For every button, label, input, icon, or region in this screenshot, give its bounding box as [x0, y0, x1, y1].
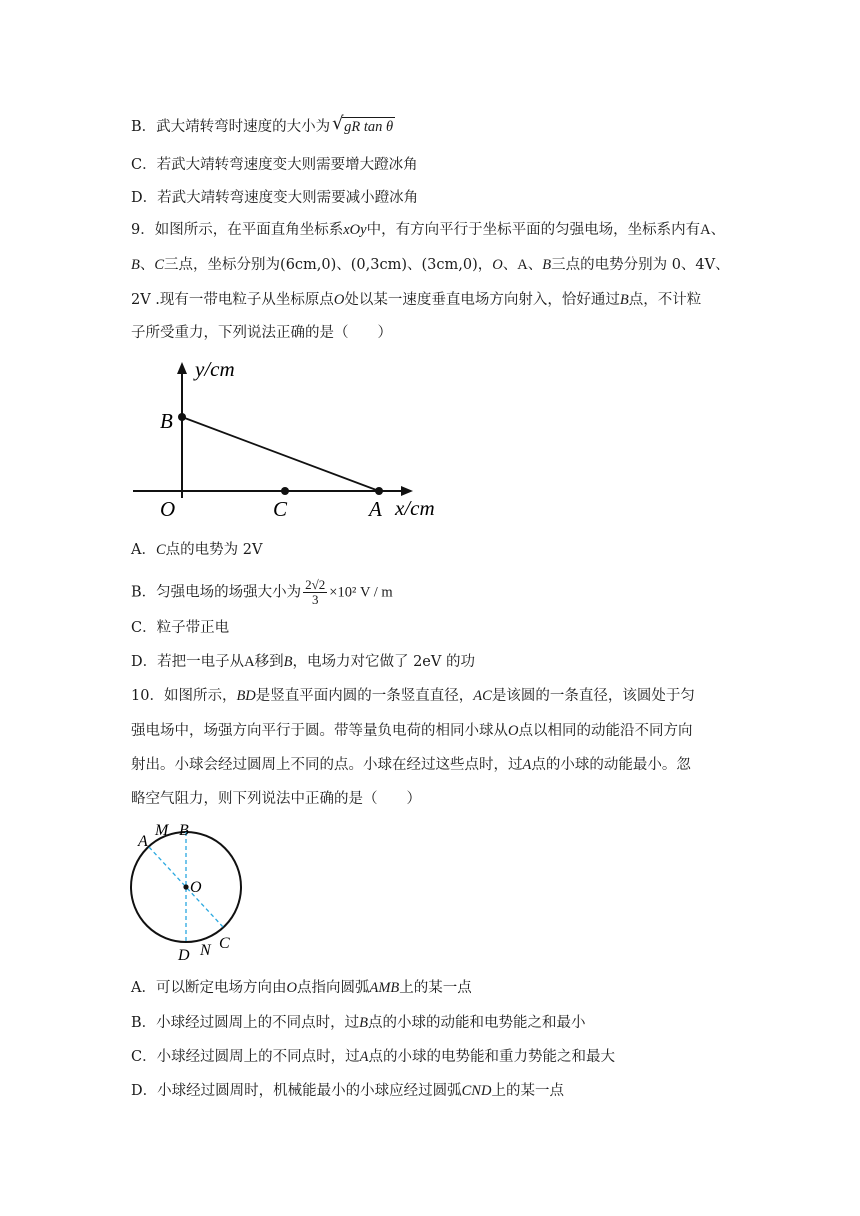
q9-coordinate-figure — [125, 358, 445, 528]
text: 点的小球的动能最小。忽 — [531, 757, 691, 773]
text: A．可以断定电场方向由 — [131, 980, 287, 996]
var-b: B — [619, 292, 629, 308]
var-bd: BD — [236, 688, 256, 704]
x-axis-arrow — [401, 486, 413, 496]
var-o: O — [492, 257, 503, 273]
text: ×10² V / m — [329, 584, 393, 601]
y-axis-label: y/cm — [195, 358, 235, 381]
var-a: A — [522, 757, 532, 773]
q8-option-c: C．若武大靖转弯速度变大则需要增大蹬冰角 — [131, 157, 418, 173]
text: 9．如图所示，在平面直角坐标系 — [131, 222, 344, 238]
var-o: O — [286, 980, 297, 996]
label-a: A — [369, 497, 382, 521]
text: C．小球经过圆周上的不同点时，过 — [131, 1049, 360, 1065]
text: 上的某一点 — [491, 1083, 564, 1099]
q9-stem-line-2 — [131, 255, 730, 275]
point-a — [375, 487, 383, 495]
var-a: A — [700, 222, 711, 238]
text: 三点的电势分别为 0、4V、 — [551, 257, 730, 273]
q9-option-b — [131, 578, 393, 607]
text: B．小球经过圆周上的不同点时，过 — [131, 1015, 360, 1031]
var-c: C — [155, 542, 166, 558]
text: D．小球经过圆周时，机械能最小的小球应经过圆弧 — [131, 1083, 462, 1099]
q9-option-c: C．粒子带正电 — [131, 620, 230, 636]
q10-stem-line-3 — [131, 755, 691, 775]
q10-option-a — [131, 978, 472, 998]
q9-option-d — [131, 652, 475, 672]
text: D．若把一电子从 — [131, 654, 245, 670]
segment-ba — [182, 417, 379, 491]
fraction-denominator: 3 — [311, 592, 319, 607]
text: 中，有方向平行于坐标平面的匀强电场，坐标系内有 — [366, 222, 701, 238]
var-xoy: xOy — [343, 222, 367, 238]
text: 是该圆的一条直径，该圆处于匀 — [491, 688, 695, 704]
label-o: O — [160, 497, 176, 521]
label-c: C — [219, 935, 230, 952]
q9-stem-line-1 — [131, 220, 725, 240]
label-b: B — [179, 822, 189, 839]
q10-option-b — [131, 1013, 586, 1033]
text: 点的小球的动能和电势能之和最小 — [368, 1015, 586, 1031]
var-b: B — [542, 257, 552, 273]
q10-stem-line-2 — [131, 721, 692, 741]
var-o: O — [333, 292, 345, 308]
text: 上的某一点 — [399, 980, 472, 996]
sqrt-radicand: gR tan θ — [344, 119, 394, 135]
text: 、 — [139, 257, 155, 273]
text: 点以相同的动能沿不同方向 — [518, 723, 693, 739]
q10-circle-figure — [125, 820, 265, 965]
label-c: C — [273, 497, 288, 521]
fraction-numerator: 2√2 — [305, 577, 326, 592]
var-b: B — [283, 654, 293, 670]
q10-stem-line-4: 略空气阻力，则下列说法中正确的是（ ） — [131, 791, 421, 807]
text: 移到 — [254, 654, 284, 670]
var-ac: AC — [473, 688, 492, 704]
text: 三点，坐标分别为(6cm,0)、(0,3cm)、(3cm,0)， — [164, 257, 493, 273]
var-b: B — [359, 1015, 369, 1031]
q8-option-b-text: B．武大靖转弯时速度的大小为 — [131, 119, 331, 135]
var-c: C — [154, 257, 165, 273]
text: 是竖直平面内圆的一条竖直直径， — [255, 688, 474, 704]
text: 射出。小球会经过圆周上不同的点。小球在经过这些点时，过 — [131, 757, 523, 773]
text: A． — [131, 542, 156, 558]
text: B．匀强电场的场强大小为 — [131, 584, 302, 601]
q10-option-d — [131, 1081, 564, 1101]
label-o: O — [190, 879, 202, 896]
text: 强电场中，场强方向平行于圆。带等量负电荷的相同小球从 — [131, 723, 508, 739]
q10-stem-line-1 — [131, 686, 695, 706]
var-a: A — [244, 654, 255, 670]
label-m: M — [155, 822, 169, 839]
sqrt-expression: √ gR tan θ — [332, 113, 394, 135]
y-axis-arrow — [177, 362, 187, 374]
center-point-o — [183, 884, 188, 889]
text: ，电场力对它做了 2eV 的功 — [292, 654, 475, 670]
q8-option-d: D．若武大靖转弯速度变大则需要减小蹬冰角 — [131, 190, 419, 206]
var-o: O — [508, 723, 519, 739]
label-a: A — [138, 833, 148, 850]
var-b: B — [131, 257, 140, 273]
text: 点的小球的电势能和重力势能之和最大 — [368, 1049, 615, 1065]
q10-option-c — [131, 1047, 615, 1067]
var-amb: AMB — [369, 980, 400, 996]
text: 点，不计粒 — [628, 292, 702, 308]
text: 点指向圆弧 — [296, 980, 370, 996]
x-axis-label: x/cm — [395, 496, 435, 520]
text: 10．如图所示， — [131, 688, 237, 704]
var-cnd: CND — [461, 1083, 492, 1099]
point-c — [281, 487, 289, 495]
q9-stem-line-4: 子所受重力，下列说法正确的是（ ） — [131, 325, 392, 341]
q8-option-b — [131, 113, 395, 137]
var-a: A — [359, 1049, 369, 1065]
text: 、 — [710, 222, 726, 238]
var-a: A — [517, 257, 528, 273]
fraction — [303, 578, 327, 607]
q9-option-a — [131, 540, 262, 560]
point-b — [178, 413, 186, 421]
q9-stem-line-3 — [131, 290, 701, 310]
text: 2V .现有一带电粒子从坐标原点 — [131, 292, 334, 308]
text: 、 — [502, 257, 518, 273]
label-n: N — [200, 942, 211, 959]
label-d: D — [178, 947, 190, 964]
text: 点的电势为 2V — [165, 542, 263, 558]
label-b: B — [160, 409, 173, 433]
text: 、 — [527, 257, 543, 273]
text: 处以某一速度垂直电场方向射入，恰好通过 — [344, 292, 620, 308]
